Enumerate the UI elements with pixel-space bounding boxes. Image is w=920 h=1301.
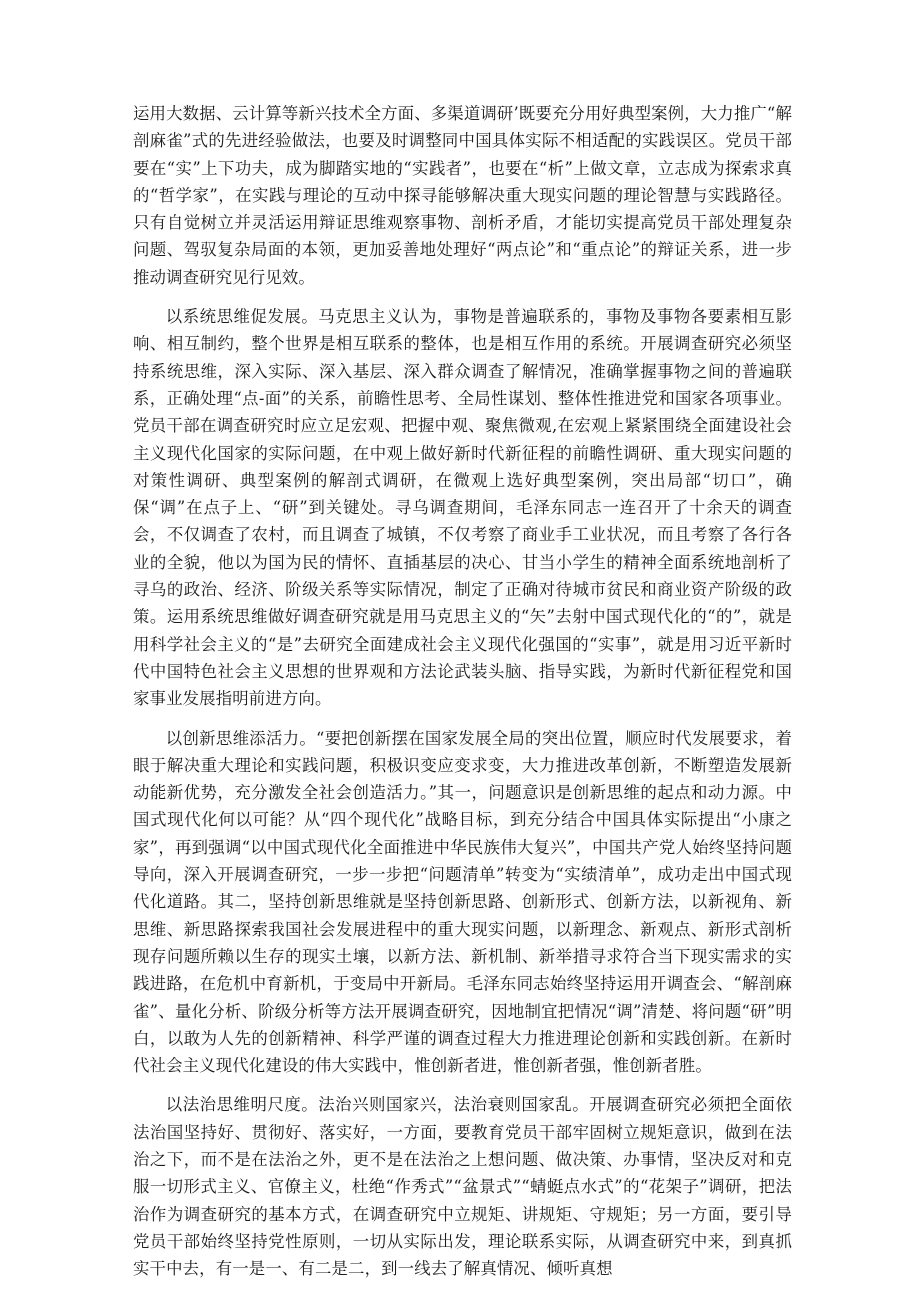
paragraph-innovative-thinking: 以创新思维添活力。“要把创新摆在国家发展全局的突出位置，顺应时代发展要求，着眼于解决重大理论和实践问题，积极识变应变求变，大力推进改革创新，不断塑造发展新动能新优势，充分激发全社会创造活力。”其一，问题意识是创新思维的起点和动力源。中国式现代化何以可能？从“四个现代化”战略目标，到充分结合中国具体实际提出“小康之家”，再到强调“以中国式现代化全面推进中华民族伟大复兴”，中国共产党人始终坚持问题导向，深入开展调查研究，一步一步把“问题清单”转变为“实绩清单”，成功走出中国式现代化道路。其二，坚持创新思维就是坚持创新思路、创新形式、创新方法，以新视角、新思维、新思路探索我国社会发展进程中的重大现实问题，以新理念、新观点、新形式剖析现存问题所赖以生存的现实土壤，以新方法、新机制、新举措寻求符合当下现实需求的实践进路，在危机中育新机，于变局中开新局。毛泽东同志始终坚持运用开调查会、“解剖麻雀”、量化分析、阶级分析等方法开展调查研究，因地制宜把情况“调”清楚、将问题“研”明白，以敢为人先的创新精神、科学严谨的调查过程大力推进理论创新和实践创新。在新时代社会主义现代化建设的伟大实践中，惟创新者进，惟创新者强，惟创新者胜。 [133, 728, 792, 1076]
paragraph-rule-of-law-thinking: 以法治思维明尺度。法治兴则国家兴，法治衰则国家乱。开展调查研究必须把全面依法治国坚持好、贯彻好、落实好，一方面，要教育党员干部牢固树立规矩意识，做到在法治之下，而不是在法治之外，更不是在法治之上想问题、做决策、办事情，坚决反对和克服一切形式主义、官僚主义，杜绝“作秀式”“盆景式”“蜻蜓点水式”的“花架子”调研，把法治作为调查研究的基本方式，在调查研究中立规矩、讲规矩、守规矩；另一方面，要引导党员干部始终坚持党性原则，一切从实际出发，理论联系实际，从调查研究中来，到真抓实干中去，有一是一、有二是二，到一线去了解真情况、倾听真想 [133, 1095, 792, 1279]
paragraph-systems-thinking: 以系统思维促发展。马克思主义认为，事物是普遍联系的，事物及事物各要素相互影响、相互制约，整个世界是相互联系的整体，也是相互作用的系统。开展调查研究必须坚持系统思维，深入实际、深入基层、深入群众调查了解情况，准确掌握事物之间的普遍联系，正确处理“点-面”的关系，前瞻性思考、全局性谋划、整体性推进党和国家各项事业。党员干部在调查研究时应立足宏观、把握中观、聚焦微观,在宏观上紧紧围绕全面建设社会主义现代化国家的实际问题，在中观上做好新时代新征程的前瞻性调研、重大现实问题的对策性调研、典型案例的解剖式调研，在微观上选好典型案例，突出局部“切口”，确保“调”在点子上、“研”到关键处。寻乌调查期间，毛泽东同志一连召开了十余天的调查会，不仅调查了农村，而且调查了城镇，不仅考察了商业手工业状况，而且考察了各行各业的全貌，他以为国为民的情怀、直插基层的决心、甘当小学生的精神全面系统地剖析了寻乌的政治、经济、阶级关系等实际情况，制定了正确对待城市贫民和商业资产阶级的政策。运用系统思维做好调查研究就是用马克思主义的“矢”去射中国式现代化的“的”，就是用科学社会主义的“是”去研究全面建成社会主义现代化强国的“实事”，就是用习近平新时代中国特色社会主义思想的世界观和方法论武装头脑、指导实践，为新时代新征程党和国家事业发展指明前进方向。 [133, 307, 792, 709]
paragraph-continued: 运用大数据、云计算等新兴技术全方面、多渠道调研’既要充分用好典型案例，大力推广“解剖麻雀”式的先进经验做法，也要及时调整同中国具体实际不相适配的实践误区。党员干部要在“实”上下功夫，成为脚踏实地的“实践者”，也要在“析”上做文章，立志成为探索求真的“哲学家”，在实践与理论的互动中探寻能够解决重大现实问题的理论智慧与实践路径。只有自觉树立并灵活运用辩证思维观察事物、剖析矛盾，才能切实提高党员干部处理复杂问题、驾驭复杂局面的本领，更加妥善地处理好“两点论”和“重点论”的辩证关系，进一步推动调查研究见行见效。 [133, 104, 792, 287]
